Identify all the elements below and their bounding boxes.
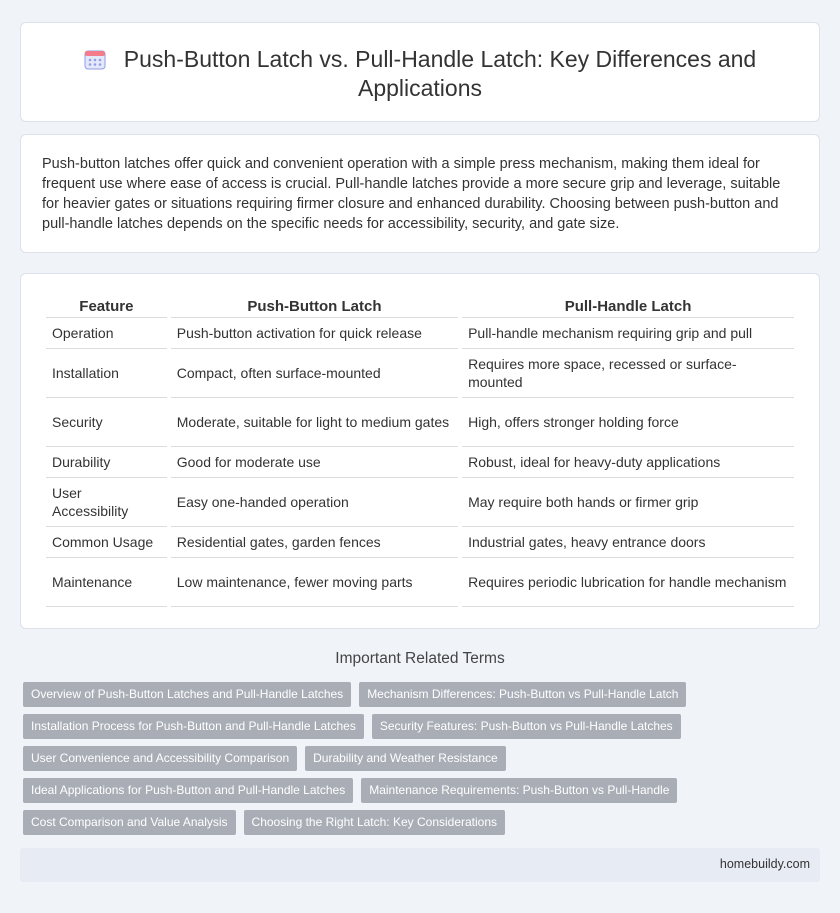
comparison-table xyxy=(42,296,798,607)
table-header-row xyxy=(46,296,794,318)
related-term-tag[interactable]: User Convenience and Accessibility Comparison xyxy=(23,746,297,771)
pull-handle-cell: May require both hands or firmer grip xyxy=(462,478,794,527)
related-term-tag[interactable]: Choosing the Right Latch: Key Considerations xyxy=(244,810,505,835)
page-title-text: Push-Button Latch vs. Pull-Handle Latch: Key Differences and Applications xyxy=(123,46,757,101)
intro-paragraph: Push-button latches offer quick and convenient operation with a simple press mechanism, making them ideal for frequent use where ease of access is crucial. Pull-handle latches provide a more secure grip and leverage, suitable for heavier gates or situations requiring firmer closure and enhanced durability. Choosing between push-button and pull-handle latches depends on the specific needs for accessibility, security, and gate size. xyxy=(42,156,781,232)
feature-cell: Common Usage xyxy=(46,527,167,558)
related-term-tag[interactable]: Maintenance Requirements: Push-Button vs Pull-Handle xyxy=(361,778,677,803)
page-title xyxy=(21,45,819,103)
push-button-cell: Good for moderate use xyxy=(171,447,458,478)
pull-handle-cell: Requires periodic lubrication for handle mechanism xyxy=(462,558,794,607)
footer-site-link[interactable]: homebuildy.com xyxy=(719,857,810,871)
column-header-push-button: Push-Button Latch xyxy=(171,296,458,318)
intro-card xyxy=(20,134,820,253)
pull-handle-cell: Robust, ideal for heavy-duty applications xyxy=(462,447,794,478)
column-header-feature: Feature xyxy=(46,296,167,318)
push-button-cell: Compact, often surface-mounted xyxy=(171,349,458,398)
related-terms-tags xyxy=(23,682,813,842)
table-row xyxy=(46,527,794,558)
related-term-tag[interactable]: Installation Process for Push-Button and Pull-Handle Latches xyxy=(23,714,364,739)
table-row xyxy=(46,398,794,447)
related-term-tag[interactable]: Mechanism Differences: Push-Button vs Pull-Handle Latch xyxy=(359,682,686,707)
related-term-tag[interactable]: Cost Comparison and Value Analysis xyxy=(23,810,236,835)
related-terms-title: Important Related Terms xyxy=(335,650,505,667)
feature-cell: Security xyxy=(46,398,167,447)
table-row xyxy=(46,318,794,349)
related-term-tag[interactable]: Durability and Weather Resistance xyxy=(305,746,506,771)
pull-handle-cell: Requires more space, recessed or surface-mounted xyxy=(462,349,794,398)
column-header-pull-handle: Pull-Handle Latch xyxy=(462,296,794,318)
push-button-cell: Low maintenance, fewer moving parts xyxy=(171,558,458,607)
related-term-tag[interactable]: Security Features: Push-Button vs Pull-Handle Latches xyxy=(372,714,681,739)
pull-handle-cell: Pull-handle mechanism requiring grip and pull xyxy=(462,318,794,349)
push-button-cell: Push-button activation for quick release xyxy=(171,318,458,349)
comparison-table-card xyxy=(20,273,820,629)
table-row xyxy=(46,447,794,478)
push-button-cell: Easy one-handed operation xyxy=(171,478,458,527)
pull-handle-cell: High, offers stronger holding force xyxy=(462,398,794,447)
table-row xyxy=(46,558,794,607)
header-card xyxy=(20,22,820,122)
feature-cell: Installation xyxy=(46,349,167,398)
push-button-cell: Residential gates, garden fences xyxy=(171,527,458,558)
table-row xyxy=(46,349,794,398)
related-term-tag[interactable]: Overview of Push-Button Latches and Pull-Handle Latches xyxy=(23,682,351,707)
push-button-cell: Moderate, suitable for light to medium gates xyxy=(171,398,458,447)
feature-cell: Durability xyxy=(46,447,167,478)
table-row xyxy=(46,478,794,527)
pull-handle-cell: Industrial gates, heavy entrance doors xyxy=(462,527,794,558)
footer xyxy=(20,848,820,882)
feature-cell: Maintenance xyxy=(46,558,167,607)
related-term-tag[interactable]: Ideal Applications for Push-Button and Pull-Handle Latches xyxy=(23,778,353,803)
feature-cell: User Accessibility xyxy=(46,478,167,527)
calendar-icon xyxy=(84,48,106,70)
feature-cell: Operation xyxy=(46,318,167,349)
